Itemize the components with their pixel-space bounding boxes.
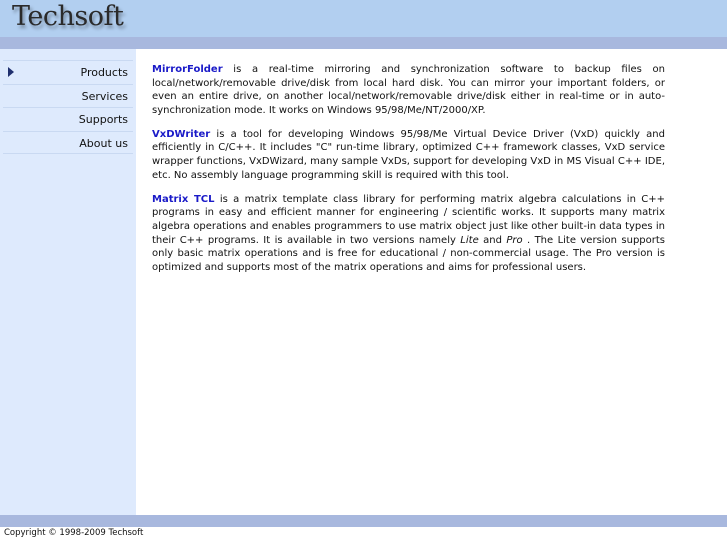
- copyright: Copyright © 1998-2009 Techsoft: [4, 528, 144, 538]
- product-paragraph-matrixtcl: [152, 193, 665, 275]
- product-paragraph-mirrorfolder: [152, 63, 665, 117]
- and-text: and: [478, 234, 507, 246]
- footer-band: [0, 515, 727, 527]
- sidebar-item-label: Products: [80, 66, 128, 79]
- matrixtcl-description-b: . The Lite version supports only basic matrix operations and is free for educational / non-commercial usage. The Pro version is optimized and supports most of the matrix operations and aims for professional users.: [152, 234, 666, 273]
- sidebar-item-supports[interactable]: [3, 107, 133, 131]
- logo[interactable]: Techsoft: [12, 1, 124, 32]
- sidebar-item-products[interactable]: [3, 60, 133, 84]
- sidebar-item-label: About us: [79, 136, 128, 150]
- sidebar-item-services[interactable]: [3, 84, 133, 108]
- header-band: [0, 37, 727, 49]
- product-paragraph-vxdwriter: [152, 128, 665, 182]
- mirrorfolder-link[interactable]: MirrorFolder: [152, 64, 223, 75]
- sidebar-item-about-us[interactable]: [3, 131, 133, 155]
- sidebar-item-label: Services: [81, 89, 128, 103]
- vxdwriter-description: is a tool for developing Windows 95/98/Me Virtual Device Driver (VxD) quickly and efficiently in C/C++. It includes "C" run-time library, optimized C++ framework classes, VxD service wrapper functions, VxDWizard, many sample VxDs, support for developing VxD in MS Visual C++ IDE, etc. No assembly language programming skill is required with this tool.: [152, 128, 665, 181]
- matrixtcl-link[interactable]: Matrix TCL: [152, 193, 215, 205]
- sidebar: [0, 49, 136, 515]
- arrow-right-icon: [8, 67, 14, 77]
- header: [0, 0, 727, 37]
- main-content: [152, 63, 665, 285]
- mirrorfolder-description: is a real-time mirroring and synchronization software to backup files on local/network/removable drive/disk from local hard disk. You can mirror your important folders, or even an entire drive, on another local/network/removable drive/disk either in real-time or in auto-synchronization mode. It works on Windows 95/98/Me/NT/2000/XP.: [152, 64, 665, 116]
- matrixtcl-description-a: is a matrix template class library for performing matrix algebra calculations in C++ programs in easy and efficient manner for engineering / scientific works. It supports many matrix algebra operations and enables programmers to use matrix object just like other built-in data types in their C++ programs. It is available in two versions namely: [152, 193, 665, 246]
- sidebar-item-label: Supports: [78, 113, 128, 126]
- sidebar-nav: [3, 60, 133, 154]
- pro-version: Pro: [506, 234, 523, 246]
- lite-version: Lite: [460, 234, 479, 246]
- vxdwriter-link[interactable]: VxDWriter: [152, 128, 211, 140]
